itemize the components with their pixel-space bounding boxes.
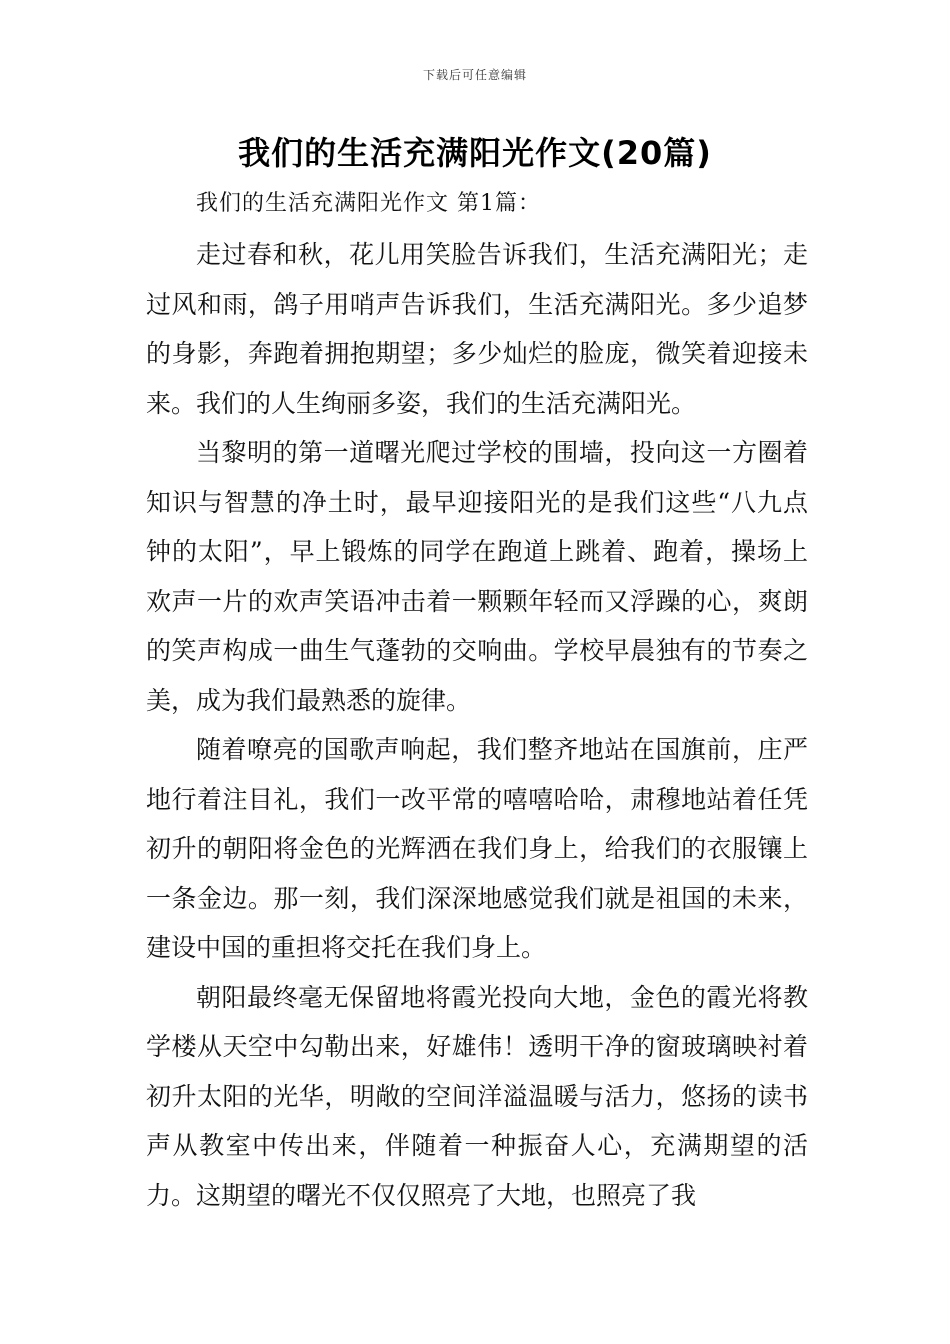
paragraph: 朝阳最终毫无保留地将霞光投向大地，金色的霞光将教学楼从天空中勾勒出来，好雄伟！透明干净的窗玻璃映衬着初升太阳的光华，明敞的空间洋溢温暖与活力，悠扬的读书声从教室中传出来，伴随着一种振奋人心，充满期望的活力。这期望的曙光不仅仅照亮了大地，也照亮了我 (146, 982, 808, 1210)
paragraph: 随着嘹亮的国歌声响起，我们整齐地站在国旗前，庄严地行着注目礼，我们一改平常的嘻嘻哈哈，肃穆地站着任凭初升的朝阳将金色的光辉洒在我们身上，给我们的衣服镶上一条金边。那一刻，我们深深地感觉我们就是祖国的未来，建设中国的重担将交托在我们身上。 (146, 735, 808, 962)
header-note: 下载后可任意编辑 (422, 68, 527, 82)
document-title: 我们的生活充满阳光作文(20篇) (238, 134, 712, 172)
paragraph: 走过春和秋，花儿用笑脸告诉我们，生活充满阳光；走过风和雨，鸽子用哨声告诉我们，生活充满阳光。多少追梦的身影，奔跑着拥抱期望；多少灿烂的脸庞，微笑着迎接未来。我们的人生绚丽多姿，我们的生活充满阳光。 (146, 240, 808, 418)
essay-subtitle: 我们的生活充满阳光作文 第1篇： (196, 191, 541, 216)
essay-body (146, 230, 808, 1220)
paragraph: 当黎明的第一道曙光爬过学校的围墙，投向这一方圈着知识与智慧的净土时，最早迎接阳光的是我们这些“八九点钟的太阳”，早上锻炼的同学在跑道上跳着、跑着，操场上欢声一片的欢声笑语冲击着一颗颗年轻而又浮躁的心，爽朗的笑声构成一曲生气蓬勃的交响曲。学校早晨独有的节奏之美，成为我们最熟悉的旋律。 (146, 438, 808, 715)
